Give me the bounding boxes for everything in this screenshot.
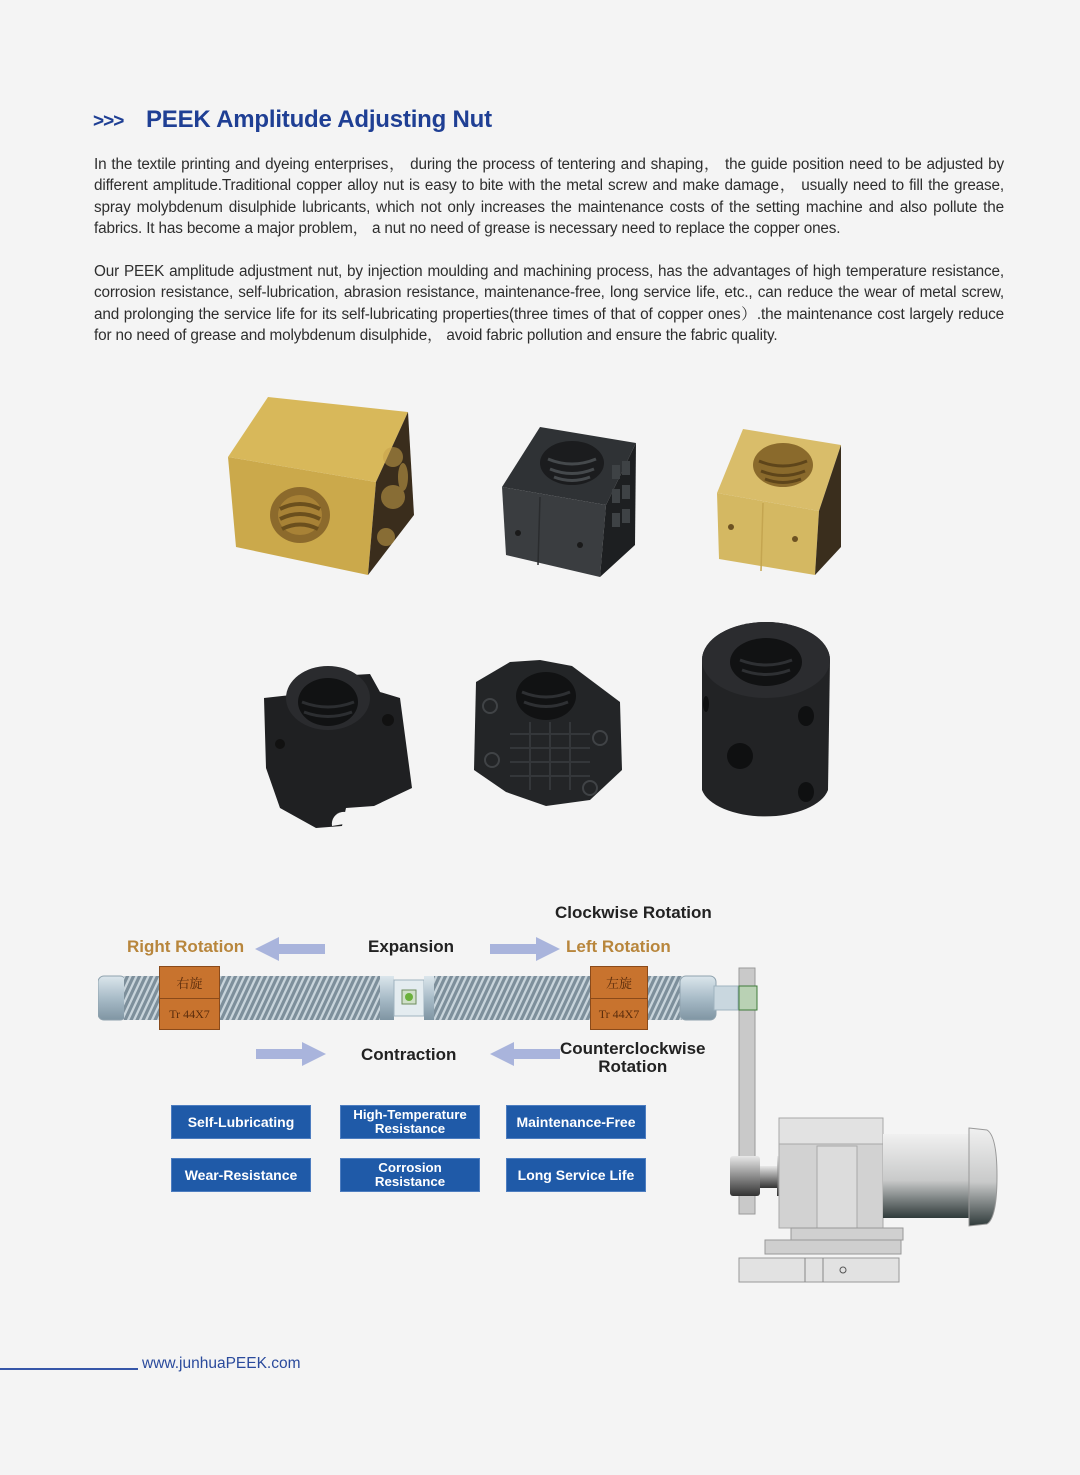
- section-heading: [93, 106, 492, 134]
- right-hand-nut-spec: Tr 44X7: [169, 1007, 210, 1021]
- feature-badge-long-service-life: Long Service Life: [506, 1158, 646, 1192]
- arrow-left-icon: [490, 1042, 562, 1066]
- black-square-nut-image: [500, 425, 638, 577]
- website-link[interactable]: www.junhuaPEEK.com: [142, 1355, 301, 1372]
- section-title: PEEK Amplitude Adjusting Nut: [146, 106, 492, 133]
- advantages-paragraph: Our PEEK amplitude adjustment nut, by injection moulding and machining process, has the advantages of high temperature resistance, corrosion resistance, self-lubrication, abrasion resistance, maintenance-free, long service life, etc., can reduce the wear of metal screw, and prolonging the service life for its self-lubricating properties(three times of that of copper ones）.the maintenance cost largely reduce for no need of grease and molybdenum disulphide， avoid fabric pollution and ensure the fabric quality.: [94, 263, 1004, 345]
- gold-square-nut-small-image: [715, 427, 843, 575]
- feature-badge-corrosion-resistance: Corrosion Resistance: [340, 1158, 480, 1192]
- black-flange-nut-image: [262, 658, 414, 830]
- left-hand-nut-label: 左旋: [591, 967, 647, 999]
- arrow-right-icon: [254, 1042, 326, 1066]
- contraction-label: Contraction: [361, 1045, 457, 1064]
- black-clamp-nut-image: [470, 660, 626, 806]
- feature-badge-high-temperature: High-Temperature Resistance: [340, 1105, 480, 1139]
- right-hand-nut-label: 右旋: [160, 967, 219, 999]
- left-hand-nut-spec: Tr 44X7: [598, 1007, 640, 1021]
- counterclockwise-line1: Counterclockwise: [560, 1039, 706, 1058]
- feature-badge-maintenance-free: Maintenance-Free: [506, 1105, 646, 1139]
- feature-badge-wear-resistance: Wear-Resistance: [171, 1158, 311, 1192]
- arrow-right-icon: [488, 937, 560, 961]
- feature-badge-self-lubricating: Self-Lubricating: [171, 1105, 311, 1139]
- expansion-label: Expansion: [368, 937, 454, 956]
- right-rotation-label: Right Rotation: [127, 937, 245, 956]
- lead-screw-assembly: [98, 966, 760, 1030]
- black-cylinder-nut-image: [700, 620, 832, 822]
- left-hand-nut: [590, 966, 648, 1030]
- footer-divider: [0, 1368, 138, 1370]
- drive-motor-illustration: [725, 966, 1005, 1286]
- right-hand-nut: [159, 966, 220, 1030]
- counterclockwise-line2: Rotation: [598, 1057, 668, 1076]
- left-rotation-label: Left Rotation: [566, 937, 671, 956]
- chevron-marker-icon: >>>: [93, 111, 124, 132]
- intro-paragraph: In the textile printing and dyeing enterprises， during the process of tentering and shaping， the guide position need to be adjusted by different amplitude.Traditional copper alloy nut is easy to bite with the metal screw and make damage， usually need to fill the grease, spray molybdenum disulphide lubricants, which not only increases the maintenance costs of the setting machine and also pollute the fabrics. It has become a major problem， a nut no need of grease is necessary need to replace the copper ones.: [94, 156, 1004, 238]
- counterclockwise-rotation-label: [560, 1040, 706, 1076]
- gold-square-nut-large-image: [228, 397, 416, 575]
- arrow-left-icon: [255, 937, 327, 961]
- clockwise-rotation-label: Clockwise Rotation: [555, 903, 712, 922]
